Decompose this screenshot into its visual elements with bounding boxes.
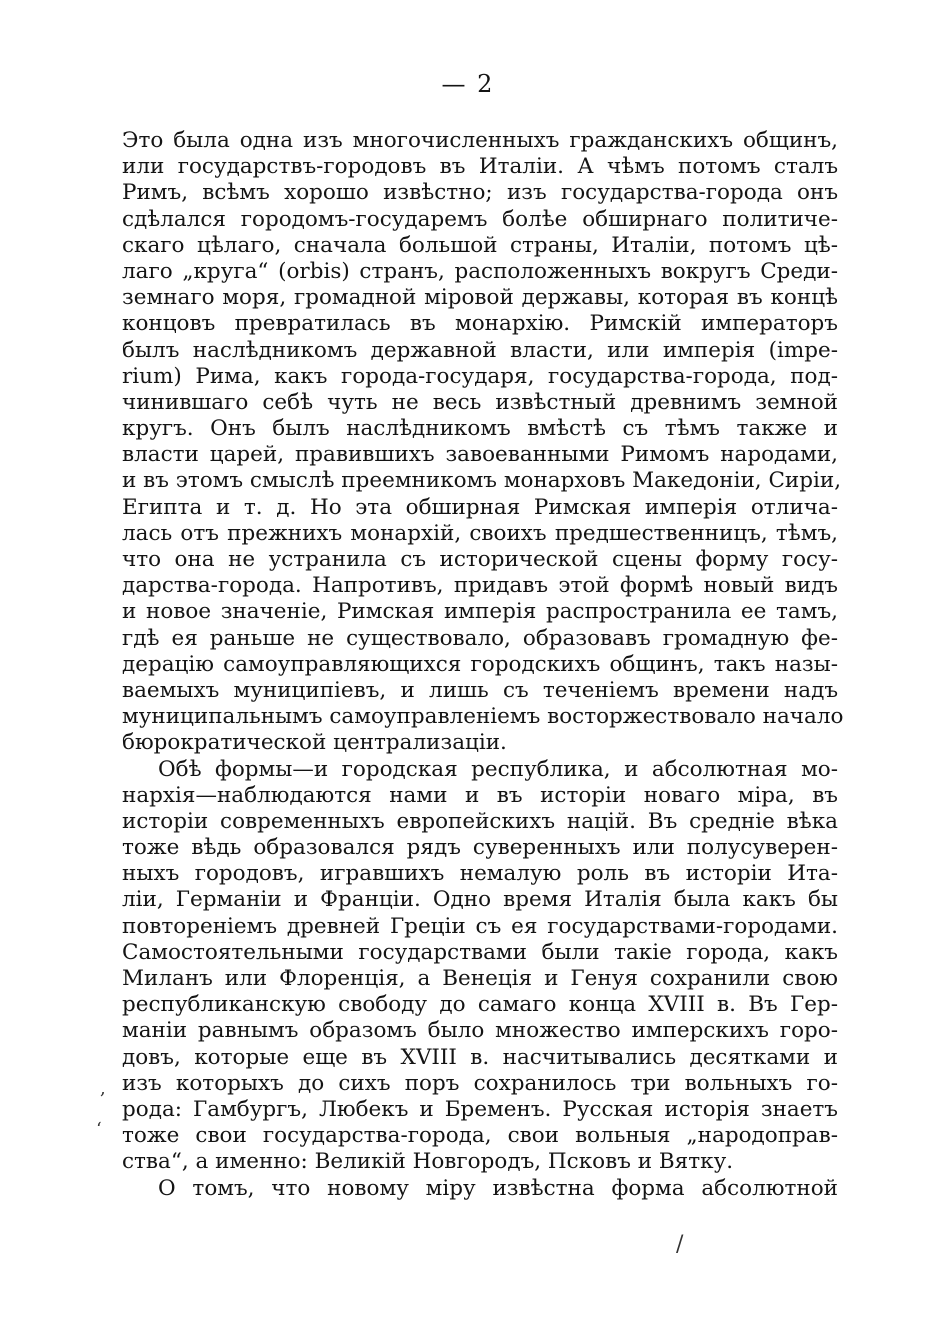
- margin-mark: ,: [100, 1078, 106, 1099]
- text-line: кругъ. Онъ былъ наслѣдникомъ вмѣстѣ съ тѣмъ также и: [122, 416, 838, 442]
- text-line: или государствъ-городовъ въ Италіи. А чѣмъ потомъ сталъ: [122, 154, 838, 180]
- text-line: скаго цѣлаго, сначала большой страны, Италіи, потомъ цѣ-: [122, 232, 838, 258]
- text-line: республиканскую свободу до самаго конца XVIII в. Въ Гер-: [122, 992, 838, 1018]
- text-line: нархія—наблюдаются нами и въ исторіи новаго міра, въ: [122, 782, 838, 808]
- text-line: тоже свои государства-города, свои вольныя „народоправ-: [122, 1123, 838, 1149]
- text-line: лаго „круга“ (orbis) странъ, расположенныхъ вокругъ Среди-: [122, 258, 838, 284]
- text-line: гдѣ ея раньше не существовало, образовавъ громадную фе-: [122, 625, 838, 651]
- text-line: ваемыхъ муниципіевъ, и лишь съ теченіемъ времени надъ: [122, 677, 838, 703]
- text-line: Самостоятельными государствами были такіе города, какъ: [122, 939, 838, 965]
- text-line: и новое значеніе, Римская имперія распространила ее тамъ,: [122, 599, 838, 625]
- body-text: [122, 128, 844, 1202]
- margin-mark: ‘: [96, 1119, 102, 1140]
- text-line: повтореніемъ древней Греціи съ ея государствами-городами.: [122, 913, 838, 939]
- text-line: ныхъ городовъ, игравшихъ немалую роль въ исторіи Ита-: [122, 861, 838, 887]
- text-line: Это была одна изъ многочисленныхъ гражданскихъ общинъ,: [122, 128, 838, 153]
- text-line: Обѣ формы—и городская республика, и абсолютная мо-: [158, 756, 838, 782]
- text-line: довъ, которые еще въ XVIII в. насчитывались десятками и: [122, 1044, 838, 1070]
- paragraph-3: [122, 1176, 838, 1202]
- text-line: ства“, а именно: Великій Новгородъ, Псковъ и Вятку.: [122, 1149, 734, 1175]
- text-line: земнаго моря, громадной міровой державы, которая въ концѣ: [122, 285, 838, 311]
- paragraph-2: [122, 757, 838, 1176]
- text-line: Египта и т. д. Но эта обширная Римская имперія отлича-: [122, 494, 838, 520]
- text-line: чинившаго себѣ чуть не весь извѣстный древнимъ земной: [122, 389, 838, 415]
- text-line: rium) Рима, какъ города-государя, государства-города, под-: [122, 363, 838, 389]
- page-number: — 2: [441, 70, 495, 98]
- margin-mark: /: [676, 1232, 684, 1257]
- text-line: маніи равнымъ образомъ было множество имперскихъ горо-: [122, 1018, 838, 1044]
- text-line: концовъ превратилась въ монархію. Римскій императоръ: [122, 311, 838, 337]
- text-line: Римъ, всѣмъ хорошо извѣстно; изъ государства-города онъ: [122, 180, 838, 206]
- text-line: муниципальнымъ самоуправленіемъ восторжествовало начало: [122, 704, 844, 730]
- text-line: власти царей, правившихъ завоеванными Римомъ народами,: [122, 442, 838, 468]
- text-line: дарства-города. Напротивъ, придавъ этой формѣ новый видъ: [122, 573, 838, 599]
- text-line: изъ которыхъ до сихъ поръ сохранилось три вольныхъ го-: [122, 1070, 838, 1096]
- text-line: что она не устранила съ исторической сцены форму госу-: [122, 547, 838, 572]
- text-line: былъ наслѣдникомъ державной власти, или имперія (impe-: [122, 337, 838, 363]
- text-line: рода: Гамбургъ, Любекъ и Бременъ. Русская исторія знаетъ: [122, 1096, 838, 1122]
- text-line: ліи, Германіи и Франціи. Одно время Италія была какъ бы: [122, 887, 838, 913]
- text-line: и въ этомъ смыслѣ преемникомъ монарховъ Македоніи, Сиріи,: [122, 468, 842, 494]
- text-line: дерацію самоуправляющихся городскихъ общинъ, такъ назы-: [122, 651, 838, 677]
- paragraph-1: [122, 128, 844, 757]
- text-line: О томъ, что новому міру извѣстна форма абсолютной: [158, 1175, 838, 1201]
- text-line: лась отъ прежнихъ монархій, своихъ предшественницъ, тѣмъ,: [122, 520, 838, 546]
- text-line: сдѣлался городомъ-государемъ болѣе обширнаго политиче-: [122, 206, 838, 232]
- text-line: тоже вѣдь образовался рядъ суверенныхъ или полусуверен-: [122, 835, 838, 861]
- text-line: исторіи современныхъ европейскихъ націй. Въ средніе вѣка: [122, 808, 838, 834]
- text-line: бюрократической централизаціи.: [122, 730, 507, 756]
- text-line: Миланъ или Флоренція, а Венеція и Генуя сохранили свою: [122, 966, 838, 991]
